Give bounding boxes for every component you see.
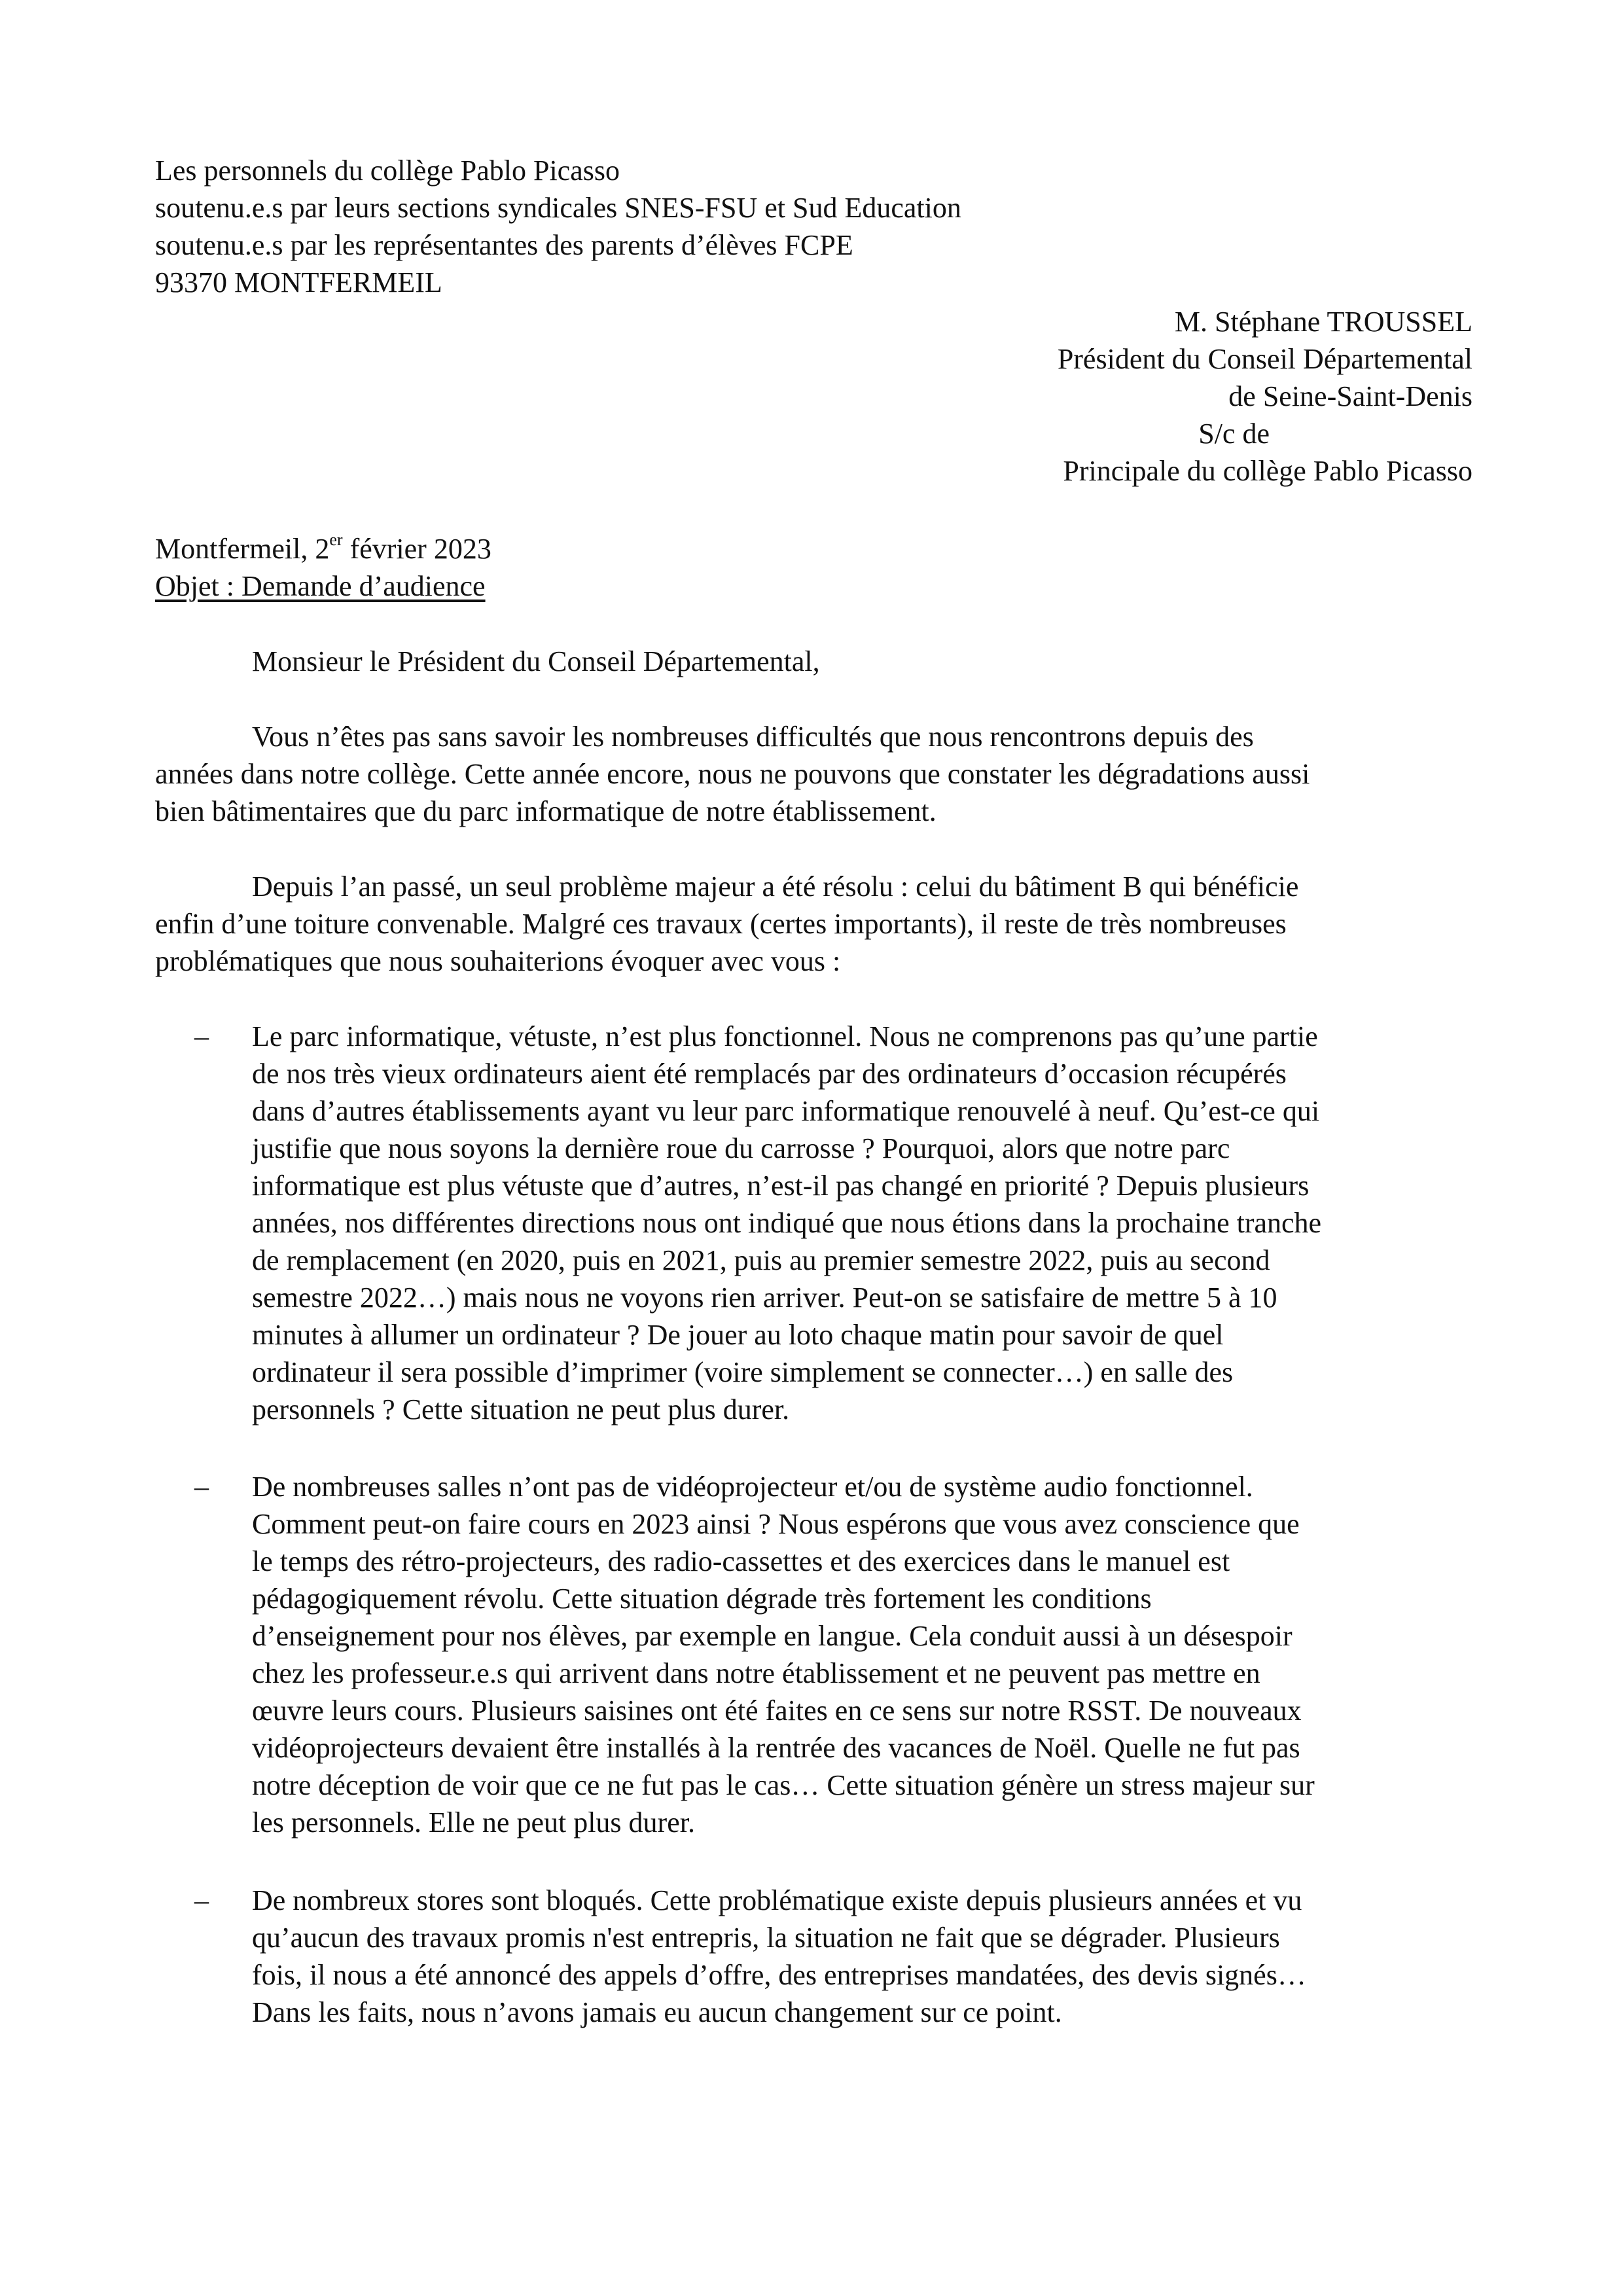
bullet-line: semestre 2022…) mais nous ne voyons rien arriver. Peut-on se satisfaire de mettre 5 à 10 bbox=[252, 1282, 1277, 1314]
bullet-line: Le parc informatique, vétuste, n’est plus fonctionnel. Nous ne comprenons pas qu’une partie bbox=[252, 1020, 1318, 1052]
paragraph-context bbox=[155, 868, 1477, 980]
date-suffix: février 2023 bbox=[342, 533, 491, 565]
bullet-dash: – bbox=[194, 1020, 209, 1052]
bullet-line: œuvre leurs cours. Plusieurs saisines ont été faites en ce sens sur notre RSST. De nouveaux bbox=[252, 1695, 1302, 1727]
bullet-line: De nombreux stores sont bloqués. Cette problématique existe depuis plusieurs années et vu bbox=[252, 1884, 1302, 1916]
bullet-line: Comment peut-on faire cours en 2023 ainsi ? Nous espérons que vous avez conscience que bbox=[252, 1508, 1300, 1540]
bullet-line: les personnels. Elle ne peut plus durer. bbox=[252, 1806, 695, 1839]
sender-line: soutenu.e.s par leurs sections syndicales SNES-FSU et Sud Education bbox=[155, 192, 961, 224]
salutation: Monsieur le Président du Conseil Départemental, bbox=[252, 645, 820, 677]
recipient-dept: de Seine-Saint-Denis bbox=[1228, 380, 1472, 412]
bullet-text bbox=[252, 1018, 1495, 1428]
bullet-line: de remplacement (en 2020, puis en 2021, puis au premier semestre 2022, puis au second bbox=[252, 1244, 1270, 1276]
bullet-line: pédagogiquement révolu. Cette situation dégrade très fortement les conditions bbox=[252, 1583, 1152, 1615]
bullet-line: notre déception de voir que ce ne fut pas le cas… Cette situation génère un stress majeur sur bbox=[252, 1769, 1315, 1801]
recipient-title: Président du Conseil Départemental bbox=[1057, 343, 1472, 375]
bullet-line: justifie que nous soyons la dernière roue du carrosse ? Pourquoi, alors que notre parc bbox=[252, 1132, 1230, 1164]
bullet-line: informatique est plus vétuste que d’autres, n’est-il pas changé en priorité ? Depuis plusieurs bbox=[252, 1170, 1310, 1202]
bullet-line: vidéoprojecteurs devaient être installés à la rentrée des vacances de Noël. Quelle ne fut pas bbox=[252, 1732, 1300, 1764]
bullet-line: le temps des rétro-projecteurs, des radio-cassettes et des exercices dans le manuel est bbox=[252, 1545, 1230, 1577]
date-sup: er bbox=[329, 530, 343, 550]
bullet-line: De nombreuses salles n’ont pas de vidéoprojecteur et/ou de système audio fonctionnel. bbox=[252, 1471, 1253, 1503]
bullet-dash: – bbox=[194, 1884, 209, 1916]
sender-line: 93370 MONTFERMEIL bbox=[155, 266, 442, 298]
paragraph-line: bien bâtimentaires que du parc informatique de notre établissement. bbox=[155, 795, 936, 827]
bullet-line: ordinateur il sera possible d’imprimer (voire simplement se connecter…) en salle des bbox=[252, 1356, 1234, 1388]
bullet-line: personnels ? Cette situation ne peut plus durer. bbox=[252, 1393, 790, 1426]
bullet-line: dans d’autres établissements ayant vu leur parc informatique renouvelé à neuf. Qu’est-ce qui bbox=[252, 1095, 1320, 1127]
bullet-line: chez les professeur.e.s qui arrivent dans notre établissement et ne peuvent pas mettre en bbox=[252, 1657, 1260, 1689]
subject-line: Objet : Demande d’audience bbox=[155, 570, 486, 602]
paragraph-intro bbox=[155, 718, 1477, 830]
date-line bbox=[155, 530, 1399, 567]
sender-line: soutenu.e.s par les représentantes des parents d’élèves FCPE bbox=[155, 229, 853, 261]
sender-line: Les personnels du collège Pablo Picasso bbox=[155, 154, 620, 187]
sender-block bbox=[155, 152, 1399, 301]
recipient-via: Principale du collège Pablo Picasso bbox=[1063, 455, 1472, 487]
bullet-text bbox=[252, 1882, 1495, 2031]
paragraph-line: Vous n’êtes pas sans savoir les nombreuses difficultés que nous rencontrons depuis des bbox=[252, 721, 1254, 753]
bullet-line: minutes à allumer un ordinateur ? De jouer au loto chaque matin pour savoir de quel bbox=[252, 1319, 1224, 1351]
recipient-name: M. Stéphane TROUSSEL bbox=[1174, 306, 1472, 338]
recipient-block bbox=[753, 303, 1472, 490]
paragraph-line: enfin d’une toiture convenable. Malgré ces travaux (certes importants), il reste de très nombreuses bbox=[155, 908, 1287, 940]
bullet-line: fois, il nous a été annoncé des appels d’offre, des entreprises mandatées, des devis signés… bbox=[252, 1959, 1306, 1991]
bullet-text bbox=[252, 1468, 1495, 1841]
bullet-line: Dans les faits, nous n’avons jamais eu aucun changement sur ce point. bbox=[252, 1996, 1062, 2028]
date-prefix: Montfermeil, 2 bbox=[155, 533, 330, 565]
bullet-dash: – bbox=[194, 1471, 209, 1503]
bullet-line: qu’aucun des travaux promis n'est entrepris, la situation ne fait que se dégrader. Plusieurs bbox=[252, 1922, 1280, 1954]
bullet-line: de nos très vieux ordinateurs aient été remplacés par des ordinateurs d’occasion récupérés bbox=[252, 1058, 1287, 1090]
paragraph-line: Depuis l’an passé, un seul problème majeur a été résolu : celui du bâtiment B qui bénéficie bbox=[252, 870, 1299, 903]
bullet-line: années, nos différentes directions nous ont indiqué que nous étions dans la prochaine tranche bbox=[252, 1207, 1322, 1239]
paragraph-line: problématiques que nous souhaiterions évoquer avec vous : bbox=[155, 945, 841, 977]
recipient-sc: S/c de bbox=[1198, 418, 1270, 450]
paragraph-line: années dans notre collège. Cette année encore, nous ne pouvons que constater les dégradations aussi bbox=[155, 758, 1310, 790]
bullet-line: d’enseignement pour nos élèves, par exemple en langue. Cela conduit aussi à un désespoir bbox=[252, 1620, 1293, 1652]
